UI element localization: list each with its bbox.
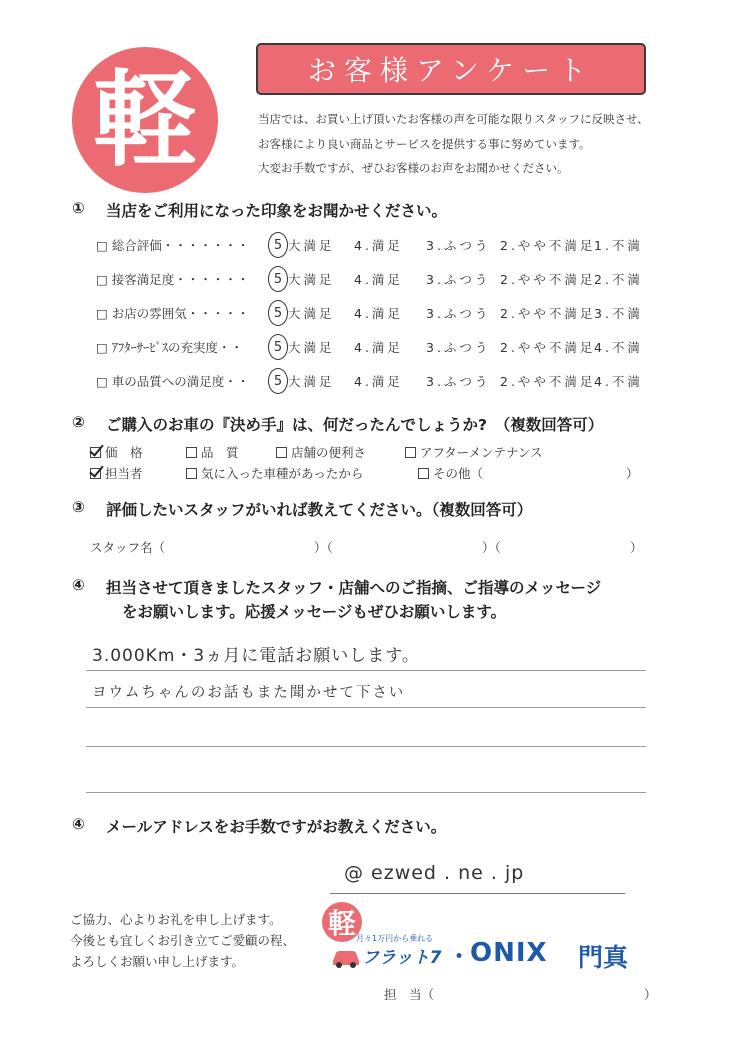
q5-title: メールアドレスをお手数ですがお教えください。 [106,818,447,836]
shop-logo-char: 軽 [92,59,197,181]
staff-in-charge-label: 担 当（ [384,987,435,1002]
q1-option[interactable]: 大満足 [288,374,335,389]
q3-number: ③ [72,498,85,516]
q4-title-line-2: をお願いします。応援メッセージもぜひお願いします。 [122,603,507,621]
q2-number: ② [72,413,85,431]
q1-option-dissatisfied[interactable]: 3.不満 [594,306,643,321]
q1-option[interactable]: 4.満足 [354,374,403,389]
staff-name-label: スタッフ名（ [90,540,166,555]
q1-row-label[interactable]: □ 総合評価・・・・・・・ [96,238,250,253]
logo-onix: ONIX [470,938,548,968]
q2-opt-price[interactable]: 価 格 [90,443,182,461]
small-kei-char: 軽 [327,907,356,940]
staff-paren-1: ）（ [314,540,333,555]
q1-option[interactable]: 4.満足 [354,272,403,287]
q2-title: ご購入のお車の『決め手』は、何だったんでしょうか? （複数回答可） [106,416,604,434]
logo-flat: フラット7 [362,948,442,968]
closing-line-3: よろしくお願い申し上げます。 [70,954,245,969]
message-rule-4 [86,792,646,793]
email-rule [330,893,625,894]
q1-option[interactable]: 4.満足 [354,340,403,355]
q1-option[interactable]: 大満足 [288,272,335,287]
q1-option[interactable]: 大満足 [288,306,335,321]
onix-logo [320,900,655,970]
page-title: お客様アンケート [256,43,646,95]
closing-line-2: 今後とも宜しくお引き立てご愛顧の程、 [70,933,296,948]
staff-paren-2: ）（ [482,540,501,555]
q1-option[interactable]: 大満足 [288,340,335,355]
message-rule-3 [86,746,646,747]
q4-number: ④ [72,576,85,594]
q2-opt-car-model[interactable]: 気に入った車種があったから [186,464,414,482]
checkbox-checked[interactable] [90,468,101,479]
q1-rating-row [96,338,656,358]
q2-other-close: ） [626,466,639,481]
q1-option[interactable]: 2.やや不満足 [500,306,596,321]
q1-option[interactable]: 3.ふつう [426,374,491,389]
q1-circled-rating[interactable]: 5 [268,300,288,326]
q1-option-dissatisfied[interactable]: 2.不満 [594,272,643,287]
q1-row-label[interactable]: □ 車の品質への満足度・・ [96,374,250,389]
staff-paren-end: ） [630,540,643,555]
q1-circled-rating[interactable]: 5 [268,334,288,360]
q1-option[interactable]: 2.やや不満足 [500,374,596,389]
checkbox[interactable] [405,447,416,458]
q1-circled-rating[interactable]: 5 [268,266,288,292]
q1-option[interactable]: 4.満足 [354,238,403,253]
q1-option[interactable]: 2.やや不満足 [500,340,596,355]
q1-option-dissatisfied[interactable]: 1.不満 [594,238,643,253]
q2-opt-quality[interactable]: 品 質 [186,443,272,461]
q1-row-label[interactable]: □ ｱﾌﾀｰｻｰﾋﾞｽの充実度・・ [96,340,244,355]
q2-opt-other[interactable]: その他（ [418,466,483,481]
q2-opt-maintenance[interactable]: アフターメンテナンス [405,445,543,460]
q1-option[interactable]: 2.やや不満足 [500,272,596,287]
logo-dot: ・ [448,945,471,970]
q1-option-dissatisfied[interactable]: 4.不満 [594,340,643,355]
q1-row-label[interactable]: □ 接客満足度・・・・・・ [96,272,250,287]
q1-option[interactable]: 3.ふつう [426,272,491,287]
intro-line-3: 大変お手数ですが、ぜひお客様のお声をお聞かせください。 [258,161,569,175]
checkbox[interactable] [418,468,429,479]
q1-row-label[interactable]: □ お店の雰囲気・・・・・ [96,306,250,321]
q1-option[interactable]: 大満足 [288,238,335,253]
q1-option-dissatisfied[interactable]: 4.不満 [594,374,643,389]
q1-circled-rating[interactable]: 5 [268,368,288,394]
q2-options-line-2 [90,464,650,482]
q4-title-line-1: 担当させて頂きましたスタッフ・店舗へのご指摘、ご指導のメッセージ [106,579,602,597]
q2-opt-convenience[interactable]: 店舗の便利さ [276,443,401,461]
q2-options-line-1 [90,443,542,461]
checkbox[interactable] [186,468,197,479]
q1-title: 当店をご利用になった印象をお聞かせください。 [106,202,448,220]
message-rule-2 [86,707,646,708]
q1-circled-rating[interactable]: 5 [268,232,288,258]
q1-rating-row [96,304,656,324]
intro-line-2: お客様により良い商品とサービスを提供する事に努めています。 [258,137,591,151]
logo-tagline: 月々1万円から乗れる [356,934,434,943]
q1-option[interactable]: 4.満足 [354,306,403,321]
q1-rating-row [96,372,656,392]
q1-option[interactable]: 3.ふつう [426,306,491,321]
message-rule-1 [86,670,646,671]
intro-line-1: 当店では、お買い上げ頂いたお客様の声を可能な限りスタッフに反映させ、 [258,112,649,126]
q5-number: ④ [72,815,85,833]
checkbox[interactable] [276,447,287,458]
q1-number: ① [72,199,85,217]
staff-in-charge-close: ） [644,987,657,1002]
q1-rating-row [96,236,656,256]
checkbox-checked[interactable] [90,447,101,458]
q1-option[interactable]: 3.ふつう [426,340,491,355]
q2-opt-staff[interactable]: 担当者 [90,464,182,482]
email-value: @ ezwed . ne . jp [344,862,525,884]
q3-title: 評価したいスタッフがいれば教えてください。（複数回答可） [106,501,533,519]
closing-line-1: ご協力、心よりお礼を申し上げます。 [70,912,282,927]
q1-rating-row [96,270,656,290]
q1-option[interactable]: 3.ふつう [426,238,491,253]
handwritten-message-line-2: ヨウムちゃんのお話もまた聞かせて下さい [92,685,406,701]
checkbox[interactable] [186,447,197,458]
logo-store-name: 門真 [578,943,629,972]
car-icon [330,946,362,968]
handwritten-message-line-1: 3.000Km・3ヵ月に電話お願いします。 [92,646,420,666]
q1-option[interactable]: 2.やや不満足 [500,238,596,253]
